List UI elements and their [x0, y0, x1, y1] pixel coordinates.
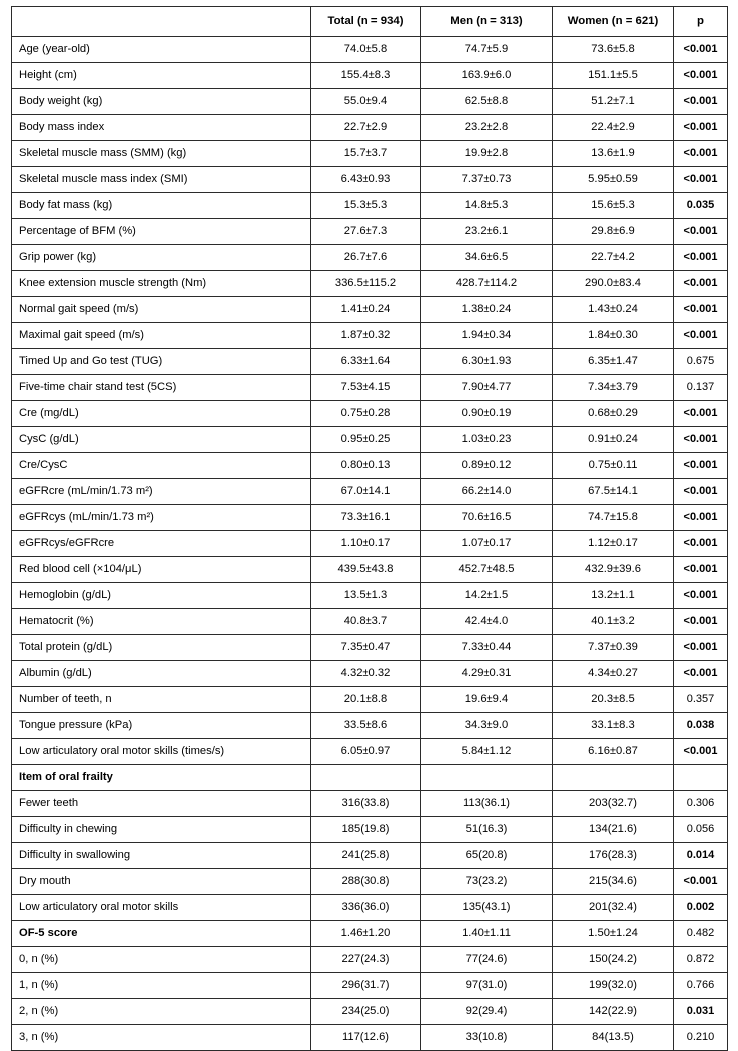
cell-p-value: <0.001 — [674, 427, 728, 453]
row-label: Skeletal muscle mass (SMM) (kg) — [12, 141, 311, 167]
table-row — [12, 739, 728, 765]
cell-p-value: 0.482 — [674, 921, 728, 947]
table-row — [12, 245, 728, 271]
row-label: 3, n (%) — [12, 1025, 311, 1051]
cell-men: 113(36.1) — [421, 791, 553, 817]
cell-p-value: <0.001 — [674, 63, 728, 89]
cell-women: 201(32.4) — [553, 895, 674, 921]
cell-p-value — [674, 765, 728, 791]
cell-total: 6.33±1.64 — [311, 349, 421, 375]
cell-women: 22.7±4.2 — [553, 245, 674, 271]
cell-p-value: 0.766 — [674, 973, 728, 999]
cell-p-value: <0.001 — [674, 219, 728, 245]
cell-women: 40.1±3.2 — [553, 609, 674, 635]
cell-total: 1.46±1.20 — [311, 921, 421, 947]
cell-p-value: <0.001 — [674, 167, 728, 193]
cell-total: 227(24.3) — [311, 947, 421, 973]
cell-total: 185(19.8) — [311, 817, 421, 843]
table-row — [12, 427, 728, 453]
cell-men: 7.33±0.44 — [421, 635, 553, 661]
cell-men: 1.94±0.34 — [421, 323, 553, 349]
cell-p-value: 0.038 — [674, 713, 728, 739]
table-row — [12, 453, 728, 479]
cell-women — [553, 765, 674, 791]
row-label: Maximal gait speed (m/s) — [12, 323, 311, 349]
cell-women: 74.7±15.8 — [553, 505, 674, 531]
header-cell-p: p — [674, 7, 728, 37]
row-label: Fewer teeth — [12, 791, 311, 817]
cell-women: 13.2±1.1 — [553, 583, 674, 609]
cell-men: 19.9±2.8 — [421, 141, 553, 167]
row-label: eGFRcre (mL/min/1.73 m²) — [12, 479, 311, 505]
cell-total: 296(31.7) — [311, 973, 421, 999]
cell-total: 1.10±0.17 — [311, 531, 421, 557]
table-row — [12, 89, 728, 115]
cell-p-value: <0.001 — [674, 323, 728, 349]
row-label: 1, n (%) — [12, 973, 311, 999]
cell-women: 4.34±0.27 — [553, 661, 674, 687]
cell-women: 51.2±7.1 — [553, 89, 674, 115]
cell-total: 13.5±1.3 — [311, 583, 421, 609]
cell-men: 7.37±0.73 — [421, 167, 553, 193]
cell-total: 7.53±4.15 — [311, 375, 421, 401]
cell-total: 74.0±5.8 — [311, 37, 421, 63]
cell-men: 23.2±6.1 — [421, 219, 553, 245]
cell-men: 7.90±4.77 — [421, 375, 553, 401]
row-label: Skeletal muscle mass index (SMI) — [12, 167, 311, 193]
cell-men: 135(43.1) — [421, 895, 553, 921]
row-label: Difficulty in swallowing — [12, 843, 311, 869]
cell-p-value: <0.001 — [674, 609, 728, 635]
cell-men: 1.40±1.11 — [421, 921, 553, 947]
cell-men: 0.90±0.19 — [421, 401, 553, 427]
cell-p-value: 0.035 — [674, 193, 728, 219]
row-label: Normal gait speed (m/s) — [12, 297, 311, 323]
cell-men: 73(23.2) — [421, 869, 553, 895]
header-cell-men: Men (n = 313) — [421, 7, 553, 37]
cell-women: 215(34.6) — [553, 869, 674, 895]
row-label: Difficulty in chewing — [12, 817, 311, 843]
cell-p-value: <0.001 — [674, 37, 728, 63]
cell-women: 6.35±1.47 — [553, 349, 674, 375]
cell-men: 1.03±0.23 — [421, 427, 553, 453]
cell-p-value: 0.014 — [674, 843, 728, 869]
cell-total: 336(36.0) — [311, 895, 421, 921]
row-label: eGFRcys (mL/min/1.73 m²) — [12, 505, 311, 531]
cell-men: 163.9±6.0 — [421, 63, 553, 89]
cell-men: 1.07±0.17 — [421, 531, 553, 557]
table-row — [12, 479, 728, 505]
row-label: Albumin (g/dL) — [12, 661, 311, 687]
cell-p-value: 0.210 — [674, 1025, 728, 1051]
cell-p-value: <0.001 — [674, 141, 728, 167]
cell-men: 33(10.8) — [421, 1025, 553, 1051]
cell-total: 4.32±0.32 — [311, 661, 421, 687]
table-row — [12, 375, 728, 401]
cell-women: 150(24.2) — [553, 947, 674, 973]
table-header — [12, 7, 728, 37]
cell-women: 6.16±0.87 — [553, 739, 674, 765]
cell-men: 5.84±1.12 — [421, 739, 553, 765]
table-row — [12, 713, 728, 739]
cell-men: 6.30±1.93 — [421, 349, 553, 375]
cell-men: 452.7±48.5 — [421, 557, 553, 583]
row-label: Grip power (kg) — [12, 245, 311, 271]
cell-total: 117(12.6) — [311, 1025, 421, 1051]
cell-total: 15.7±3.7 — [311, 141, 421, 167]
table-row — [12, 791, 728, 817]
table-row — [12, 869, 728, 895]
cell-women: 15.6±5.3 — [553, 193, 674, 219]
cell-total: 7.35±0.47 — [311, 635, 421, 661]
cell-p-value: <0.001 — [674, 505, 728, 531]
table-row — [12, 661, 728, 687]
table-row — [12, 947, 728, 973]
row-label: Height (cm) — [12, 63, 311, 89]
row-label: Total protein (g/dL) — [12, 635, 311, 661]
cell-men: 14.2±1.5 — [421, 583, 553, 609]
cell-men: 65(20.8) — [421, 843, 553, 869]
cell-women: 176(28.3) — [553, 843, 674, 869]
cell-women: 134(21.6) — [553, 817, 674, 843]
cell-women: 290.0±83.4 — [553, 271, 674, 297]
cell-p-value: <0.001 — [674, 297, 728, 323]
table-row — [12, 635, 728, 661]
cell-p-value: 0.872 — [674, 947, 728, 973]
table-row — [12, 63, 728, 89]
row-label: Timed Up and Go test (TUG) — [12, 349, 311, 375]
cell-women: 5.95±0.59 — [553, 167, 674, 193]
header-cell-total: Total (n = 934) — [311, 7, 421, 37]
table-row — [12, 1025, 728, 1051]
cell-women: 1.43±0.24 — [553, 297, 674, 323]
row-label: Body weight (kg) — [12, 89, 311, 115]
table-row — [12, 505, 728, 531]
table-row — [12, 323, 728, 349]
cell-total: 73.3±16.1 — [311, 505, 421, 531]
cell-p-value: <0.001 — [674, 739, 728, 765]
cell-women: 29.8±6.9 — [553, 219, 674, 245]
row-label: CysC (g/dL) — [12, 427, 311, 453]
table-row — [12, 999, 728, 1025]
row-label: eGFRcys/eGFRcre — [12, 531, 311, 557]
cell-p-value: 0.306 — [674, 791, 728, 817]
cell-women: 67.5±14.1 — [553, 479, 674, 505]
participant-characteristics-table — [11, 6, 728, 1051]
cell-women: 203(32.7) — [553, 791, 674, 817]
cell-p-value: 0.357 — [674, 687, 728, 713]
header-row — [12, 7, 728, 37]
cell-total: 55.0±9.4 — [311, 89, 421, 115]
cell-men: 70.6±16.5 — [421, 505, 553, 531]
row-label: Hematocrit (%) — [12, 609, 311, 635]
cell-p-value: <0.001 — [674, 245, 728, 271]
cell-p-value: <0.001 — [674, 453, 728, 479]
row-label: Number of teeth, n — [12, 687, 311, 713]
cell-total: 40.8±3.7 — [311, 609, 421, 635]
cell-men: 74.7±5.9 — [421, 37, 553, 63]
cell-women: 142(22.9) — [553, 999, 674, 1025]
row-label: Tongue pressure (kPa) — [12, 713, 311, 739]
table-row — [12, 895, 728, 921]
header-cell-women: Women (n = 621) — [553, 7, 674, 37]
row-label: Five-time chair stand test (5CS) — [12, 375, 311, 401]
row-label: Age (year-old) — [12, 37, 311, 63]
cell-p-value: <0.001 — [674, 557, 728, 583]
cell-men: 77(24.6) — [421, 947, 553, 973]
table-row — [12, 193, 728, 219]
row-label: Percentage of BFM (%) — [12, 219, 311, 245]
cell-p-value: 0.675 — [674, 349, 728, 375]
table-row — [12, 765, 728, 791]
cell-total — [311, 765, 421, 791]
cell-p-value: <0.001 — [674, 583, 728, 609]
cell-women: 73.6±5.8 — [553, 37, 674, 63]
table-row — [12, 609, 728, 635]
cell-total: 439.5±43.8 — [311, 557, 421, 583]
cell-women: 7.34±3.79 — [553, 375, 674, 401]
cell-women: 20.3±8.5 — [553, 687, 674, 713]
row-label: Low articulatory oral motor skills (times/s) — [12, 739, 311, 765]
row-label: Red blood cell (×104/μL) — [12, 557, 311, 583]
cell-women: 33.1±8.3 — [553, 713, 674, 739]
cell-total: 26.7±7.6 — [311, 245, 421, 271]
table-row — [12, 297, 728, 323]
cell-women: 432.9±39.6 — [553, 557, 674, 583]
cell-total: 67.0±14.1 — [311, 479, 421, 505]
row-label: 0, n (%) — [12, 947, 311, 973]
cell-women: 0.75±0.11 — [553, 453, 674, 479]
cell-p-value: <0.001 — [674, 89, 728, 115]
cell-total: 1.87±0.32 — [311, 323, 421, 349]
cell-men: 4.29±0.31 — [421, 661, 553, 687]
table-row — [12, 973, 728, 999]
cell-total: 33.5±8.6 — [311, 713, 421, 739]
cell-men: 66.2±14.0 — [421, 479, 553, 505]
row-section-label: Item of oral frailty — [12, 765, 311, 791]
table-row — [12, 557, 728, 583]
cell-men: 34.6±6.5 — [421, 245, 553, 271]
table-row — [12, 921, 728, 947]
table-row — [12, 167, 728, 193]
table-row — [12, 401, 728, 427]
row-label: Low articulatory oral motor skills — [12, 895, 311, 921]
cell-p-value: <0.001 — [674, 635, 728, 661]
cell-men: 34.3±9.0 — [421, 713, 553, 739]
table-row — [12, 843, 728, 869]
cell-women: 1.84±0.30 — [553, 323, 674, 349]
cell-total: 27.6±7.3 — [311, 219, 421, 245]
cell-total: 316(33.8) — [311, 791, 421, 817]
row-label: Dry mouth — [12, 869, 311, 895]
cell-women: 22.4±2.9 — [553, 115, 674, 141]
table-row — [12, 817, 728, 843]
cell-p-value: 0.137 — [674, 375, 728, 401]
table-row — [12, 37, 728, 63]
cell-women: 7.37±0.39 — [553, 635, 674, 661]
cell-women: 1.50±1.24 — [553, 921, 674, 947]
cell-total: 288(30.8) — [311, 869, 421, 895]
row-label: 2, n (%) — [12, 999, 311, 1025]
cell-men: 42.4±4.0 — [421, 609, 553, 635]
cell-p-value: <0.001 — [674, 115, 728, 141]
cell-women: 151.1±5.5 — [553, 63, 674, 89]
cell-p-value: <0.001 — [674, 531, 728, 557]
cell-women: 84(13.5) — [553, 1025, 674, 1051]
cell-men: 19.6±9.4 — [421, 687, 553, 713]
cell-total: 6.05±0.97 — [311, 739, 421, 765]
cell-men: 428.7±114.2 — [421, 271, 553, 297]
table-row — [12, 687, 728, 713]
cell-total: 155.4±8.3 — [311, 63, 421, 89]
cell-p-value: 0.002 — [674, 895, 728, 921]
cell-p-value: <0.001 — [674, 271, 728, 297]
cell-p-value: <0.001 — [674, 479, 728, 505]
cell-women: 1.12±0.17 — [553, 531, 674, 557]
cell-total: 0.80±0.13 — [311, 453, 421, 479]
cell-men: 97(31.0) — [421, 973, 553, 999]
cell-total: 336.5±115.2 — [311, 271, 421, 297]
cell-women: 13.6±1.9 — [553, 141, 674, 167]
cell-p-value: <0.001 — [674, 869, 728, 895]
row-label: Body fat mass (kg) — [12, 193, 311, 219]
cell-men: 1.38±0.24 — [421, 297, 553, 323]
table-row — [12, 531, 728, 557]
cell-men: 14.8±5.3 — [421, 193, 553, 219]
row-label: Body mass index — [12, 115, 311, 141]
cell-men: 92(29.4) — [421, 999, 553, 1025]
table-row — [12, 141, 728, 167]
cell-men: 51(16.3) — [421, 817, 553, 843]
row-label: Cre (mg/dL) — [12, 401, 311, 427]
table-row — [12, 583, 728, 609]
row-label: Hemoglobin (g/dL) — [12, 583, 311, 609]
cell-total: 20.1±8.8 — [311, 687, 421, 713]
cell-total: 0.95±0.25 — [311, 427, 421, 453]
cell-total: 0.75±0.28 — [311, 401, 421, 427]
cell-p-value: 0.031 — [674, 999, 728, 1025]
cell-total: 234(25.0) — [311, 999, 421, 1025]
cell-p-value: <0.001 — [674, 661, 728, 687]
cell-women: 199(32.0) — [553, 973, 674, 999]
table-row — [12, 349, 728, 375]
table-body — [12, 37, 728, 1051]
cell-total: 22.7±2.9 — [311, 115, 421, 141]
table-row — [12, 271, 728, 297]
header-cell-label — [12, 7, 311, 37]
cell-total: 15.3±5.3 — [311, 193, 421, 219]
cell-total: 6.43±0.93 — [311, 167, 421, 193]
statistics-table-container — [11, 6, 727, 1051]
cell-total: 241(25.8) — [311, 843, 421, 869]
cell-p-value: 0.056 — [674, 817, 728, 843]
cell-men: 23.2±2.8 — [421, 115, 553, 141]
table-row — [12, 219, 728, 245]
cell-p-value: <0.001 — [674, 401, 728, 427]
cell-women: 0.68±0.29 — [553, 401, 674, 427]
row-label: Cre/CysC — [12, 453, 311, 479]
row-section-label: OF-5 score — [12, 921, 311, 947]
cell-men — [421, 765, 553, 791]
table-row — [12, 115, 728, 141]
cell-total: 1.41±0.24 — [311, 297, 421, 323]
cell-women: 0.91±0.24 — [553, 427, 674, 453]
row-label: Knee extension muscle strength (Nm) — [12, 271, 311, 297]
cell-men: 62.5±8.8 — [421, 89, 553, 115]
cell-men: 0.89±0.12 — [421, 453, 553, 479]
